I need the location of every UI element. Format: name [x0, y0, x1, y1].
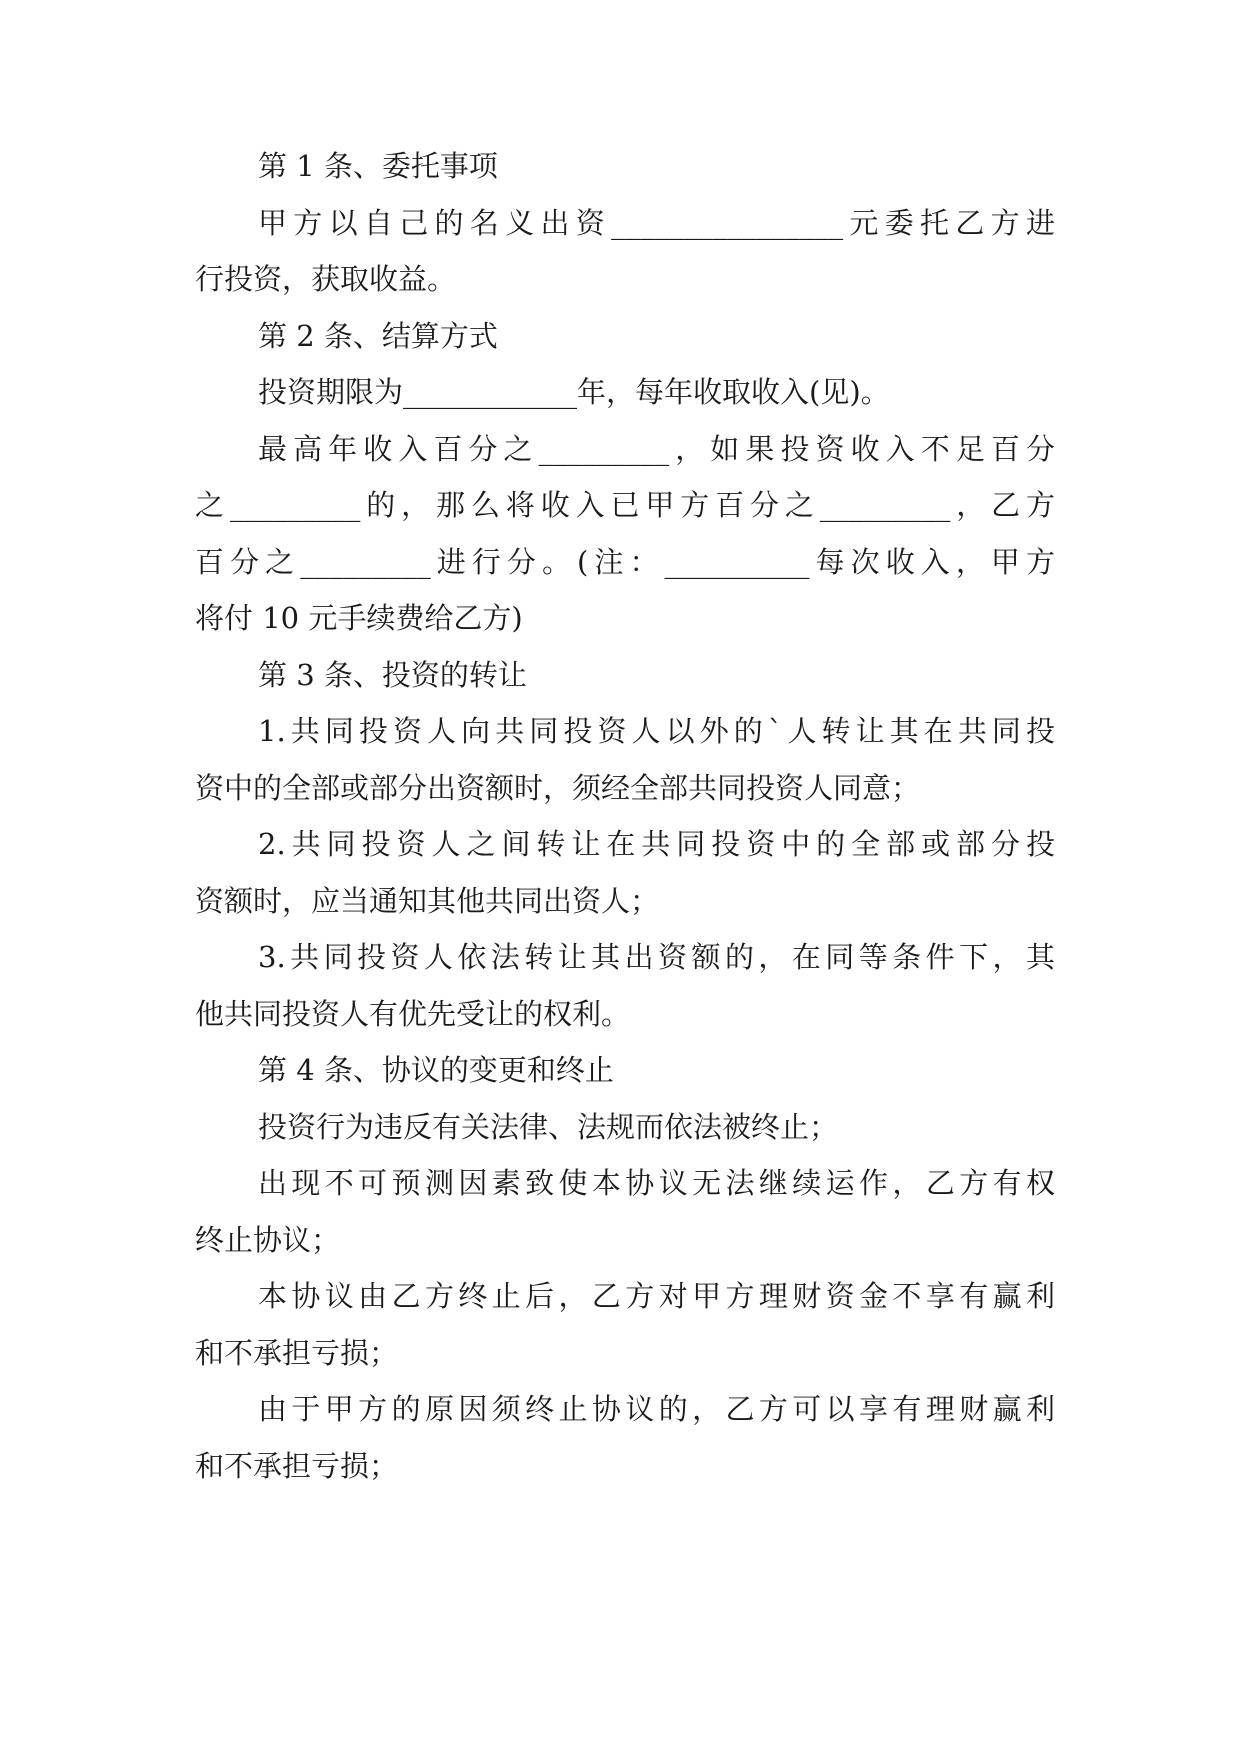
- paragraph-line: 1.共同投资人向共同投资人以外的`人转让其在共同投: [258, 714, 1055, 748]
- paragraph-line: 他共同投资人有优先受让的权利。: [195, 997, 631, 1031]
- paragraph-line: 行投资，获取收益。: [195, 262, 457, 296]
- paragraph-line: 百分之_________进行分。(注：__________每次收入，甲方: [195, 545, 1055, 579]
- paragraph-line: 和不承担亏损；: [195, 1336, 399, 1370]
- section-heading-3: 第 3 条、投资的转让: [258, 658, 527, 692]
- paragraph-line: 3.共同投资人依法转让其出资额的，在同等条件下，其: [258, 940, 1055, 974]
- section-heading-4: 第 4 条、协议的变更和终止: [258, 1053, 614, 1087]
- paragraph-line: 投资期限为____________年，每年收取收入(见)。: [258, 375, 890, 409]
- section-heading-2: 第 2 条、结算方式: [258, 319, 498, 353]
- paragraph-line: 终止协议；: [195, 1223, 341, 1257]
- section-heading-1: 第 1 条、委托事项: [258, 149, 498, 183]
- paragraph-line: 出现不可预测因素致使本协议无法继续运作，乙方有权: [258, 1166, 1055, 1200]
- paragraph-line: 由于甲方的原因须终止协议的，乙方可以享有理财赢利: [258, 1392, 1055, 1426]
- paragraph-line: 2.共同投资人之间转让在共同投资中的全部或部分投: [258, 827, 1055, 861]
- paragraph-line: 和不承担亏损；: [195, 1449, 399, 1483]
- paragraph-line: 投资行为违反有关法律、法规而依法被终止；: [258, 1110, 839, 1144]
- paragraph-line: 之_________的，那么将收入已甲方百分之_________，乙方: [195, 488, 1055, 522]
- paragraph-line: 资额时，应当通知其他共同出资人；: [195, 884, 660, 918]
- paragraph-line: 甲方以自己的名义出资________________元委托乙方进: [258, 206, 1055, 240]
- paragraph-line: 资中的全部或部分出资额时，须经全部共同投资人同意；: [195, 771, 921, 805]
- paragraph-line: 将付 10 元手续费给乙方): [195, 601, 523, 635]
- paragraph-line: 最高年收入百分之_________，如果投资收入不足百分: [258, 432, 1055, 466]
- paragraph-line: 本协议由乙方终止后，乙方对甲方理财资金不享有赢利: [258, 1279, 1055, 1313]
